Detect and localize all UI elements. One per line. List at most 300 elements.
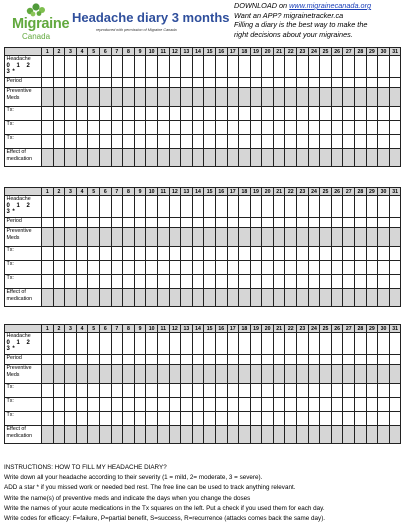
diary-cell[interactable] bbox=[88, 78, 100, 88]
diary-cell[interactable] bbox=[192, 88, 204, 107]
diary-cell[interactable] bbox=[146, 275, 158, 289]
diary-cell[interactable] bbox=[262, 412, 274, 426]
diary-cell[interactable] bbox=[227, 121, 239, 135]
diary-cell[interactable] bbox=[297, 135, 309, 149]
diary-cell[interactable] bbox=[285, 384, 297, 398]
diary-cell[interactable] bbox=[366, 275, 378, 289]
diary-cell[interactable] bbox=[308, 78, 320, 88]
diary-cell[interactable] bbox=[355, 228, 367, 247]
diary-cell[interactable] bbox=[181, 88, 193, 107]
diary-cell[interactable] bbox=[239, 426, 251, 444]
diary-cell[interactable] bbox=[65, 149, 77, 167]
diary-cell[interactable] bbox=[343, 289, 355, 307]
diary-cell[interactable] bbox=[355, 384, 367, 398]
diary-cell[interactable] bbox=[76, 56, 88, 78]
diary-cell[interactable] bbox=[227, 218, 239, 228]
diary-cell[interactable] bbox=[250, 228, 262, 247]
diary-cell[interactable] bbox=[366, 398, 378, 412]
diary-cell[interactable] bbox=[250, 196, 262, 218]
diary-cell[interactable] bbox=[366, 149, 378, 167]
diary-cell[interactable] bbox=[192, 56, 204, 78]
diary-cell[interactable] bbox=[378, 333, 390, 355]
diary-cell[interactable] bbox=[53, 196, 65, 218]
diary-cell[interactable] bbox=[99, 196, 111, 218]
diary-cell[interactable] bbox=[308, 355, 320, 365]
diary-cell[interactable] bbox=[250, 56, 262, 78]
diary-cell[interactable] bbox=[227, 365, 239, 384]
diary-cell[interactable] bbox=[215, 56, 227, 78]
diary-cell[interactable] bbox=[192, 289, 204, 307]
diary-cell[interactable] bbox=[297, 412, 309, 426]
diary-cell[interactable] bbox=[320, 365, 332, 384]
diary-cell[interactable] bbox=[366, 56, 378, 78]
diary-cell[interactable] bbox=[157, 275, 169, 289]
diary-cell[interactable] bbox=[134, 384, 146, 398]
diary-cell[interactable] bbox=[146, 398, 158, 412]
diary-cell[interactable] bbox=[320, 78, 332, 88]
diary-cell[interactable] bbox=[53, 426, 65, 444]
diary-cell[interactable] bbox=[146, 78, 158, 88]
diary-cell[interactable] bbox=[239, 196, 251, 218]
diary-cell[interactable] bbox=[204, 121, 216, 135]
diary-cell[interactable] bbox=[123, 107, 135, 121]
diary-cell[interactable] bbox=[297, 333, 309, 355]
diary-cell[interactable] bbox=[204, 107, 216, 121]
diary-cell[interactable] bbox=[215, 247, 227, 261]
diary-cell[interactable] bbox=[157, 135, 169, 149]
diary-cell[interactable] bbox=[134, 426, 146, 444]
diary-cell[interactable] bbox=[88, 412, 100, 426]
diary-cell[interactable] bbox=[111, 275, 123, 289]
diary-cell[interactable] bbox=[111, 228, 123, 247]
diary-cell[interactable] bbox=[42, 196, 54, 218]
diary-cell[interactable] bbox=[331, 218, 343, 228]
diary-cell[interactable] bbox=[227, 56, 239, 78]
diary-cell[interactable] bbox=[42, 355, 54, 365]
diary-cell[interactable] bbox=[285, 289, 297, 307]
diary-cell[interactable] bbox=[65, 384, 77, 398]
diary-cell[interactable] bbox=[331, 398, 343, 412]
diary-cell[interactable] bbox=[320, 247, 332, 261]
diary-cell[interactable] bbox=[42, 135, 54, 149]
diary-cell[interactable] bbox=[355, 333, 367, 355]
diary-cell[interactable] bbox=[343, 426, 355, 444]
diary-cell[interactable] bbox=[262, 384, 274, 398]
diary-cell[interactable] bbox=[389, 261, 401, 275]
diary-cell[interactable] bbox=[65, 135, 77, 149]
diary-cell[interactable] bbox=[134, 149, 146, 167]
diary-cell[interactable] bbox=[123, 412, 135, 426]
diary-cell[interactable] bbox=[250, 426, 262, 444]
diary-cell[interactable] bbox=[273, 261, 285, 275]
diary-cell[interactable] bbox=[262, 398, 274, 412]
diary-cell[interactable] bbox=[250, 218, 262, 228]
diary-cell[interactable] bbox=[320, 398, 332, 412]
diary-cell[interactable] bbox=[262, 88, 274, 107]
diary-cell[interactable] bbox=[181, 365, 193, 384]
diary-cell[interactable] bbox=[366, 384, 378, 398]
diary-cell[interactable] bbox=[42, 412, 54, 426]
diary-cell[interactable] bbox=[192, 412, 204, 426]
diary-cell[interactable] bbox=[308, 365, 320, 384]
diary-cell[interactable] bbox=[239, 275, 251, 289]
diary-cell[interactable] bbox=[320, 384, 332, 398]
diary-cell[interactable] bbox=[53, 398, 65, 412]
diary-cell[interactable] bbox=[250, 384, 262, 398]
diary-cell[interactable] bbox=[192, 275, 204, 289]
diary-cell[interactable] bbox=[389, 275, 401, 289]
diary-cell[interactable] bbox=[389, 218, 401, 228]
diary-cell[interactable] bbox=[355, 78, 367, 88]
diary-cell[interactable] bbox=[181, 289, 193, 307]
diary-cell[interactable] bbox=[215, 149, 227, 167]
diary-cell[interactable] bbox=[181, 149, 193, 167]
diary-cell[interactable] bbox=[215, 196, 227, 218]
diary-cell[interactable] bbox=[331, 88, 343, 107]
diary-cell[interactable] bbox=[331, 384, 343, 398]
diary-cell[interactable] bbox=[99, 56, 111, 78]
diary-cell[interactable] bbox=[76, 275, 88, 289]
diary-cell[interactable] bbox=[65, 218, 77, 228]
diary-cell[interactable] bbox=[366, 261, 378, 275]
diary-cell[interactable] bbox=[239, 149, 251, 167]
diary-cell[interactable] bbox=[99, 218, 111, 228]
diary-cell[interactable] bbox=[42, 261, 54, 275]
diary-cell[interactable] bbox=[343, 247, 355, 261]
diary-cell[interactable] bbox=[123, 355, 135, 365]
diary-cell[interactable] bbox=[123, 56, 135, 78]
diary-cell[interactable] bbox=[204, 412, 216, 426]
diary-cell[interactable] bbox=[343, 196, 355, 218]
diary-cell[interactable] bbox=[320, 355, 332, 365]
diary-cell[interactable] bbox=[239, 218, 251, 228]
diary-cell[interactable] bbox=[192, 365, 204, 384]
diary-cell[interactable] bbox=[366, 218, 378, 228]
diary-cell[interactable] bbox=[320, 196, 332, 218]
diary-cell[interactable] bbox=[76, 289, 88, 307]
diary-cell[interactable] bbox=[53, 107, 65, 121]
diary-cell[interactable] bbox=[123, 289, 135, 307]
diary-cell[interactable] bbox=[389, 398, 401, 412]
diary-cell[interactable] bbox=[250, 412, 262, 426]
diary-cell[interactable] bbox=[157, 149, 169, 167]
diary-cell[interactable] bbox=[99, 107, 111, 121]
diary-cell[interactable] bbox=[88, 88, 100, 107]
diary-cell[interactable] bbox=[389, 56, 401, 78]
diary-cell[interactable] bbox=[308, 88, 320, 107]
diary-cell[interactable] bbox=[366, 426, 378, 444]
diary-cell[interactable] bbox=[204, 247, 216, 261]
diary-cell[interactable] bbox=[76, 355, 88, 365]
diary-cell[interactable] bbox=[215, 88, 227, 107]
diary-cell[interactable] bbox=[169, 365, 181, 384]
diary-cell[interactable] bbox=[134, 135, 146, 149]
diary-cell[interactable] bbox=[157, 384, 169, 398]
diary-cell[interactable] bbox=[320, 149, 332, 167]
diary-cell[interactable] bbox=[53, 88, 65, 107]
diary-cell[interactable] bbox=[157, 261, 169, 275]
diary-cell[interactable] bbox=[111, 107, 123, 121]
diary-cell[interactable] bbox=[378, 149, 390, 167]
diary-cell[interactable] bbox=[123, 196, 135, 218]
diary-cell[interactable] bbox=[355, 218, 367, 228]
diary-cell[interactable] bbox=[250, 121, 262, 135]
diary-cell[interactable] bbox=[169, 426, 181, 444]
diary-cell[interactable] bbox=[331, 56, 343, 78]
diary-cell[interactable] bbox=[285, 56, 297, 78]
diary-cell[interactable] bbox=[76, 121, 88, 135]
diary-cell[interactable] bbox=[355, 355, 367, 365]
diary-cell[interactable] bbox=[355, 398, 367, 412]
diary-cell[interactable] bbox=[88, 107, 100, 121]
diary-cell[interactable] bbox=[99, 121, 111, 135]
diary-cell[interactable] bbox=[308, 426, 320, 444]
diary-cell[interactable] bbox=[111, 426, 123, 444]
diary-cell[interactable] bbox=[262, 107, 274, 121]
diary-cell[interactable] bbox=[204, 398, 216, 412]
diary-cell[interactable] bbox=[250, 135, 262, 149]
diary-cell[interactable] bbox=[146, 333, 158, 355]
diary-cell[interactable] bbox=[273, 426, 285, 444]
diary-cell[interactable] bbox=[227, 196, 239, 218]
diary-cell[interactable] bbox=[181, 384, 193, 398]
diary-cell[interactable] bbox=[111, 121, 123, 135]
diary-cell[interactable] bbox=[99, 88, 111, 107]
diary-cell[interactable] bbox=[99, 135, 111, 149]
diary-cell[interactable] bbox=[297, 149, 309, 167]
diary-cell[interactable] bbox=[65, 196, 77, 218]
diary-cell[interactable] bbox=[297, 121, 309, 135]
diary-cell[interactable] bbox=[146, 121, 158, 135]
diary-cell[interactable] bbox=[134, 78, 146, 88]
diary-cell[interactable] bbox=[239, 289, 251, 307]
diary-cell[interactable] bbox=[366, 333, 378, 355]
diary-cell[interactable] bbox=[308, 196, 320, 218]
diary-cell[interactable] bbox=[227, 107, 239, 121]
diary-cell[interactable] bbox=[42, 275, 54, 289]
diary-cell[interactable] bbox=[181, 333, 193, 355]
diary-cell[interactable] bbox=[262, 135, 274, 149]
diary-cell[interactable] bbox=[181, 398, 193, 412]
diary-cell[interactable] bbox=[308, 384, 320, 398]
diary-cell[interactable] bbox=[250, 333, 262, 355]
diary-cell[interactable] bbox=[285, 365, 297, 384]
diary-cell[interactable] bbox=[215, 355, 227, 365]
diary-cell[interactable] bbox=[134, 398, 146, 412]
diary-cell[interactable] bbox=[297, 228, 309, 247]
diary-cell[interactable] bbox=[331, 333, 343, 355]
diary-cell[interactable] bbox=[146, 218, 158, 228]
diary-cell[interactable] bbox=[99, 333, 111, 355]
diary-cell[interactable] bbox=[88, 149, 100, 167]
diary-cell[interactable] bbox=[192, 261, 204, 275]
diary-cell[interactable] bbox=[320, 121, 332, 135]
diary-cell[interactable] bbox=[355, 107, 367, 121]
diary-cell[interactable] bbox=[308, 412, 320, 426]
diary-cell[interactable] bbox=[192, 247, 204, 261]
diary-cell[interactable] bbox=[53, 384, 65, 398]
diary-cell[interactable] bbox=[169, 218, 181, 228]
diary-cell[interactable] bbox=[53, 121, 65, 135]
diary-cell[interactable] bbox=[389, 196, 401, 218]
diary-cell[interactable] bbox=[111, 398, 123, 412]
diary-cell[interactable] bbox=[297, 275, 309, 289]
diary-cell[interactable] bbox=[88, 196, 100, 218]
diary-cell[interactable] bbox=[343, 412, 355, 426]
diary-cell[interactable] bbox=[250, 275, 262, 289]
diary-cell[interactable] bbox=[366, 289, 378, 307]
diary-cell[interactable] bbox=[99, 384, 111, 398]
diary-cell[interactable] bbox=[88, 247, 100, 261]
diary-cell[interactable] bbox=[343, 135, 355, 149]
diary-cell[interactable] bbox=[285, 196, 297, 218]
diary-cell[interactable] bbox=[331, 121, 343, 135]
diary-cell[interactable] bbox=[273, 365, 285, 384]
diary-cell[interactable] bbox=[355, 261, 367, 275]
diary-cell[interactable] bbox=[331, 196, 343, 218]
diary-cell[interactable] bbox=[239, 88, 251, 107]
diary-cell[interactable] bbox=[285, 107, 297, 121]
diary-cell[interactable] bbox=[343, 88, 355, 107]
diary-cell[interactable] bbox=[181, 107, 193, 121]
diary-cell[interactable] bbox=[204, 218, 216, 228]
diary-cell[interactable] bbox=[331, 247, 343, 261]
diary-cell[interactable] bbox=[250, 355, 262, 365]
diary-cell[interactable] bbox=[331, 355, 343, 365]
diary-cell[interactable] bbox=[42, 247, 54, 261]
diary-cell[interactable] bbox=[192, 398, 204, 412]
diary-cell[interactable] bbox=[169, 107, 181, 121]
diary-cell[interactable] bbox=[227, 78, 239, 88]
diary-cell[interactable] bbox=[343, 398, 355, 412]
diary-cell[interactable] bbox=[99, 412, 111, 426]
diary-cell[interactable] bbox=[42, 88, 54, 107]
diary-cell[interactable] bbox=[389, 333, 401, 355]
diary-cell[interactable] bbox=[53, 56, 65, 78]
diary-cell[interactable] bbox=[331, 261, 343, 275]
diary-cell[interactable] bbox=[297, 218, 309, 228]
diary-cell[interactable] bbox=[378, 247, 390, 261]
diary-cell[interactable] bbox=[157, 365, 169, 384]
diary-cell[interactable] bbox=[53, 78, 65, 88]
diary-cell[interactable] bbox=[389, 107, 401, 121]
diary-cell[interactable] bbox=[239, 333, 251, 355]
diary-cell[interactable] bbox=[157, 398, 169, 412]
diary-cell[interactable] bbox=[204, 365, 216, 384]
diary-cell[interactable] bbox=[273, 333, 285, 355]
diary-cell[interactable] bbox=[204, 149, 216, 167]
diary-cell[interactable] bbox=[99, 261, 111, 275]
diary-cell[interactable] bbox=[76, 365, 88, 384]
diary-cell[interactable] bbox=[146, 289, 158, 307]
diary-cell[interactable] bbox=[215, 412, 227, 426]
diary-cell[interactable] bbox=[146, 88, 158, 107]
diary-cell[interactable] bbox=[192, 78, 204, 88]
diary-cell[interactable] bbox=[123, 384, 135, 398]
diary-cell[interactable] bbox=[215, 426, 227, 444]
diary-cell[interactable] bbox=[366, 228, 378, 247]
diary-cell[interactable] bbox=[88, 289, 100, 307]
diary-cell[interactable] bbox=[378, 398, 390, 412]
diary-cell[interactable] bbox=[146, 261, 158, 275]
diary-cell[interactable] bbox=[273, 135, 285, 149]
diary-cell[interactable] bbox=[262, 333, 274, 355]
diary-cell[interactable] bbox=[378, 88, 390, 107]
diary-cell[interactable] bbox=[297, 56, 309, 78]
diary-cell[interactable] bbox=[343, 355, 355, 365]
diary-cell[interactable] bbox=[111, 88, 123, 107]
diary-cell[interactable] bbox=[88, 365, 100, 384]
diary-cell[interactable] bbox=[134, 107, 146, 121]
diary-cell[interactable] bbox=[227, 384, 239, 398]
diary-cell[interactable] bbox=[273, 228, 285, 247]
diary-cell[interactable] bbox=[181, 228, 193, 247]
diary-cell[interactable] bbox=[99, 275, 111, 289]
diary-cell[interactable] bbox=[53, 289, 65, 307]
diary-cell[interactable] bbox=[146, 412, 158, 426]
diary-cell[interactable] bbox=[123, 247, 135, 261]
diary-cell[interactable] bbox=[157, 333, 169, 355]
diary-cell[interactable] bbox=[320, 333, 332, 355]
diary-cell[interactable] bbox=[192, 135, 204, 149]
diary-cell[interactable] bbox=[343, 384, 355, 398]
diary-cell[interactable] bbox=[99, 289, 111, 307]
diary-cell[interactable] bbox=[285, 135, 297, 149]
diary-cell[interactable] bbox=[146, 56, 158, 78]
diary-cell[interactable] bbox=[169, 289, 181, 307]
diary-cell[interactable] bbox=[53, 218, 65, 228]
diary-cell[interactable] bbox=[111, 218, 123, 228]
diary-cell[interactable] bbox=[285, 88, 297, 107]
diary-cell[interactable] bbox=[239, 247, 251, 261]
diary-cell[interactable] bbox=[273, 121, 285, 135]
diary-cell[interactable] bbox=[111, 149, 123, 167]
diary-cell[interactable] bbox=[227, 426, 239, 444]
diary-cell[interactable] bbox=[308, 398, 320, 412]
diary-cell[interactable] bbox=[250, 78, 262, 88]
diary-cell[interactable] bbox=[42, 121, 54, 135]
diary-cell[interactable] bbox=[331, 135, 343, 149]
diary-cell[interactable] bbox=[389, 149, 401, 167]
diary-cell[interactable] bbox=[273, 355, 285, 365]
diary-cell[interactable] bbox=[215, 398, 227, 412]
diary-cell[interactable] bbox=[239, 412, 251, 426]
diary-cell[interactable] bbox=[181, 56, 193, 78]
diary-cell[interactable] bbox=[285, 228, 297, 247]
diary-cell[interactable] bbox=[355, 426, 367, 444]
diary-cell[interactable] bbox=[65, 121, 77, 135]
diary-cell[interactable] bbox=[355, 275, 367, 289]
diary-cell[interactable] bbox=[355, 247, 367, 261]
diary-cell[interactable] bbox=[65, 398, 77, 412]
diary-cell[interactable] bbox=[204, 355, 216, 365]
diary-cell[interactable] bbox=[76, 149, 88, 167]
diary-cell[interactable] bbox=[389, 426, 401, 444]
diary-cell[interactable] bbox=[250, 398, 262, 412]
diary-cell[interactable] bbox=[227, 261, 239, 275]
diary-cell[interactable] bbox=[181, 196, 193, 218]
diary-cell[interactable] bbox=[215, 365, 227, 384]
diary-cell[interactable] bbox=[65, 228, 77, 247]
diary-cell[interactable] bbox=[262, 228, 274, 247]
diary-cell[interactable] bbox=[157, 88, 169, 107]
diary-cell[interactable] bbox=[134, 333, 146, 355]
diary-cell[interactable] bbox=[42, 218, 54, 228]
diary-cell[interactable] bbox=[204, 78, 216, 88]
diary-cell[interactable] bbox=[273, 398, 285, 412]
diary-cell[interactable] bbox=[65, 56, 77, 78]
diary-cell[interactable] bbox=[262, 121, 274, 135]
